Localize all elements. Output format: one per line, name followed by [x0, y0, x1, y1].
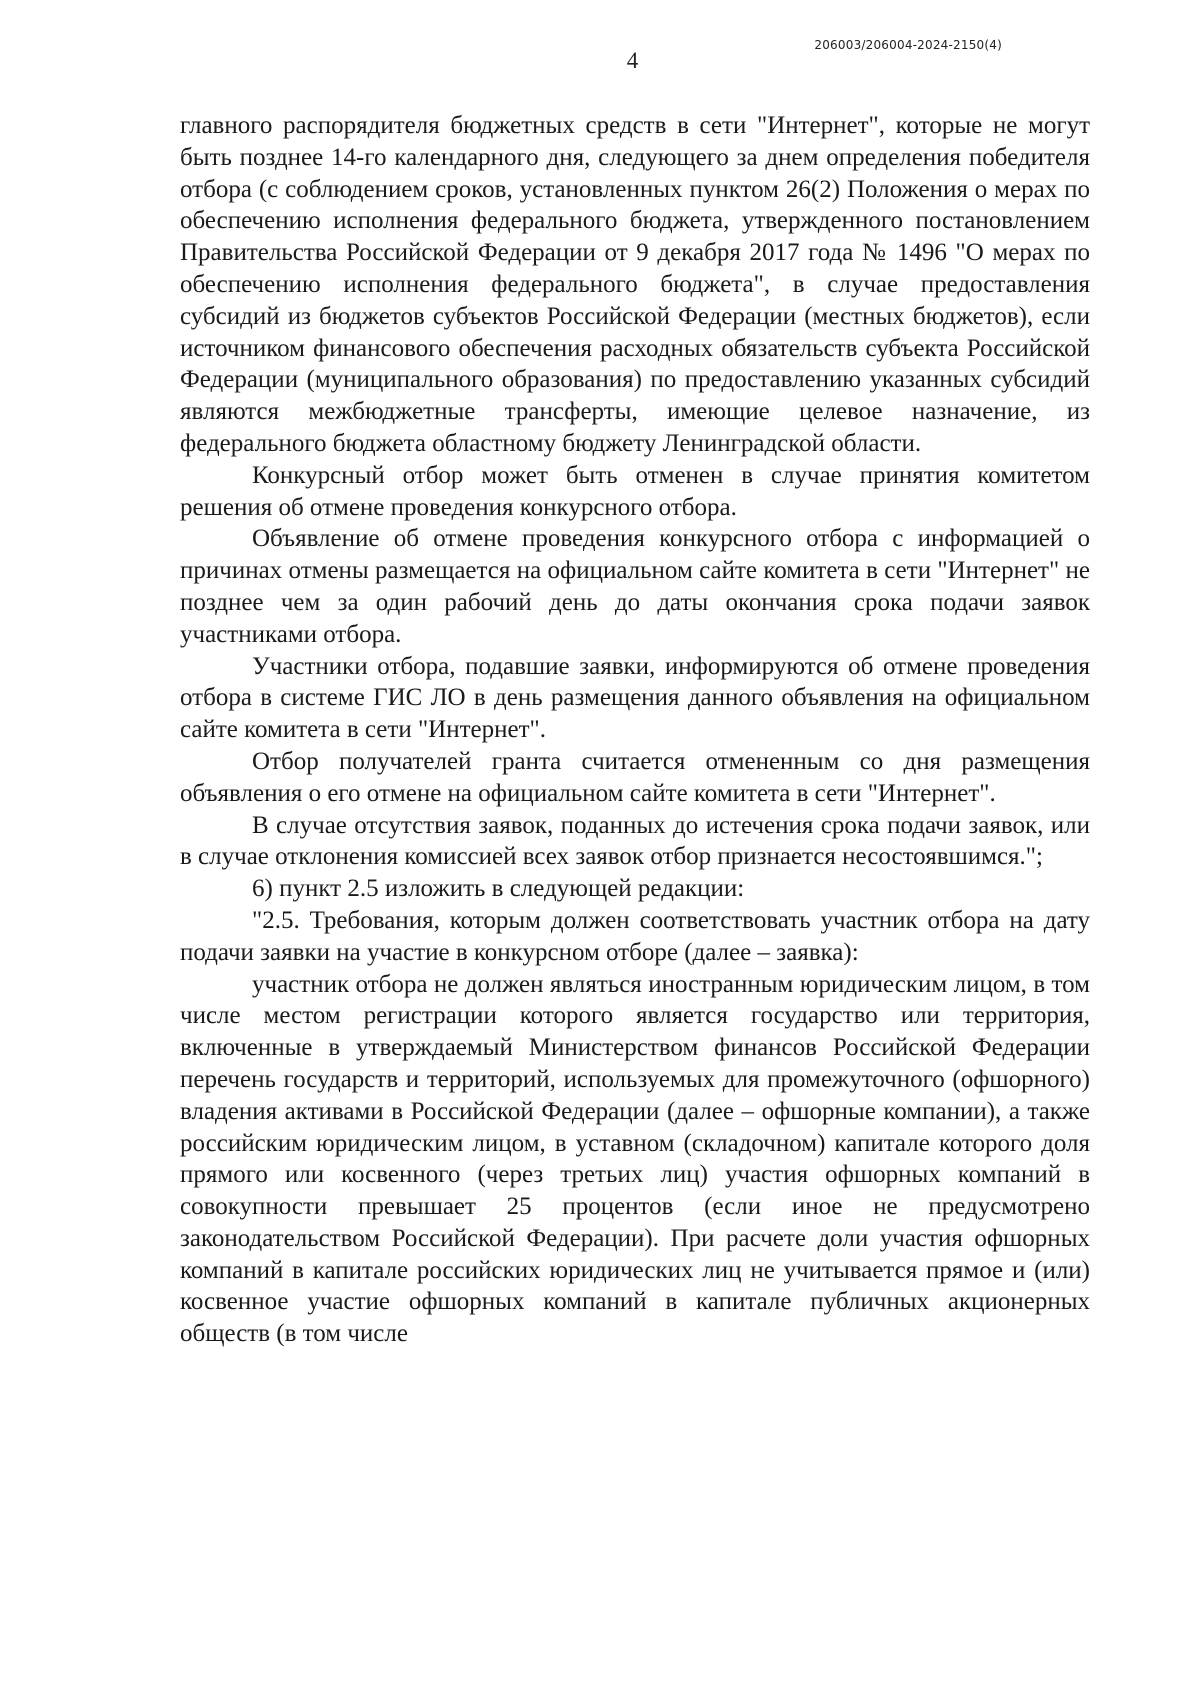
paragraph-participants-informed: Участники отбора, подавшие заявки, информируются об отмене проведения отбора в системе ГИС ЛО в день размещения данного объявления на официальном сайте комитета в сети "Интернет". — [180, 652, 1090, 744]
document-body — [180, 110, 1090, 1350]
document-registration-number: 206003/206004-2024-2150(4) — [814, 38, 1002, 52]
paragraph-amendment-item-6: 6) пункт 2.5 изложить в следующей редакции: — [252, 875, 745, 903]
paragraph-cancellation-notice: Объявление об отмене проведения конкурсного отбора с информацией о причинах отмены размещается на официальном сайте комитета в сети "Интернет" не позднее чем за один рабочий день до даты окончания срока подачи заявок участниками отбора. — [180, 525, 1090, 648]
paragraph-selection-cancelled: Отбор получателей гранта считается отмененным со дня размещения объявления о его отмене на официальном сайте комитета в сети "Интернет". — [180, 747, 1090, 807]
paragraph-selection-failed: В случае отсутствия заявок, поданных до истечения срока подачи заявок, или в случае отклонения комиссией всех заявок отбор признается несостоявшимся."; — [180, 811, 1090, 871]
paragraph-cancellation: Конкурсный отбор может быть отменен в случае принятия комитетом решения об отмене проведения конкурсного отбора. — [180, 461, 1090, 521]
paragraph-continuation: главного распорядителя бюджетных средств в сети "Интернет", которые не могут быть позднее 14-го календарного дня, следующего за днем определения победителя отбора (с соблюдением сроков, установленных пунктом 26(2) Положения о мерах по обеспечению исполнения федерального бюджета, утвержденного постановлением Правительства Российской Федерации от 9 декабря 2017 года № 1496 "О мерах по обеспечению исполнения федерального бюджета", в случае предоставления субсидий из бюджетов субъектов Российской Федерации (местных бюджетов), если источником финансового обеспечения расходных обязательств субъекта Российской Федерации (муниципального образования) по предоставлению указанных субсидий являются межбюджетные трансферты, имеющие целевое назначение, из федерального бюджета областному бюджету Ленинградской области. — [180, 112, 1090, 457]
paragraph-clause-2-5: "2.5. Требования, которым должен соответствовать участник отбора на дату подачи заявки на участие в конкурсном отборе (далее – заявка): — [180, 906, 1090, 966]
page-number: 4 — [626, 48, 639, 73]
paragraph-offshore-requirement: участник отбора не должен являться иностранным юридическим лицом, в том числе местом регистрации которого является государство или территория, включенные в утверждаемый Министерством финансов Российской Федерации перечень государств и территорий, используемых для промежуточного (офшорного) владения активами в Российской Федерации (далее – офшорные компании), а также российским юридическим лицом, в уставном (складочном) капитале которого доля прямого или косвенного (через третьих лиц) участия офшорных компаний в совокупности превышает 25 процентов (если иное не предусмотрено законодательством Российской Федерации). При расчете доли участия офшорных компаний в капитале российских юридических лиц не учитывается прямое и (или) косвенное участие офшорных компаний в капитале публичных акционерных обществ (в том числе — [180, 970, 1090, 1348]
